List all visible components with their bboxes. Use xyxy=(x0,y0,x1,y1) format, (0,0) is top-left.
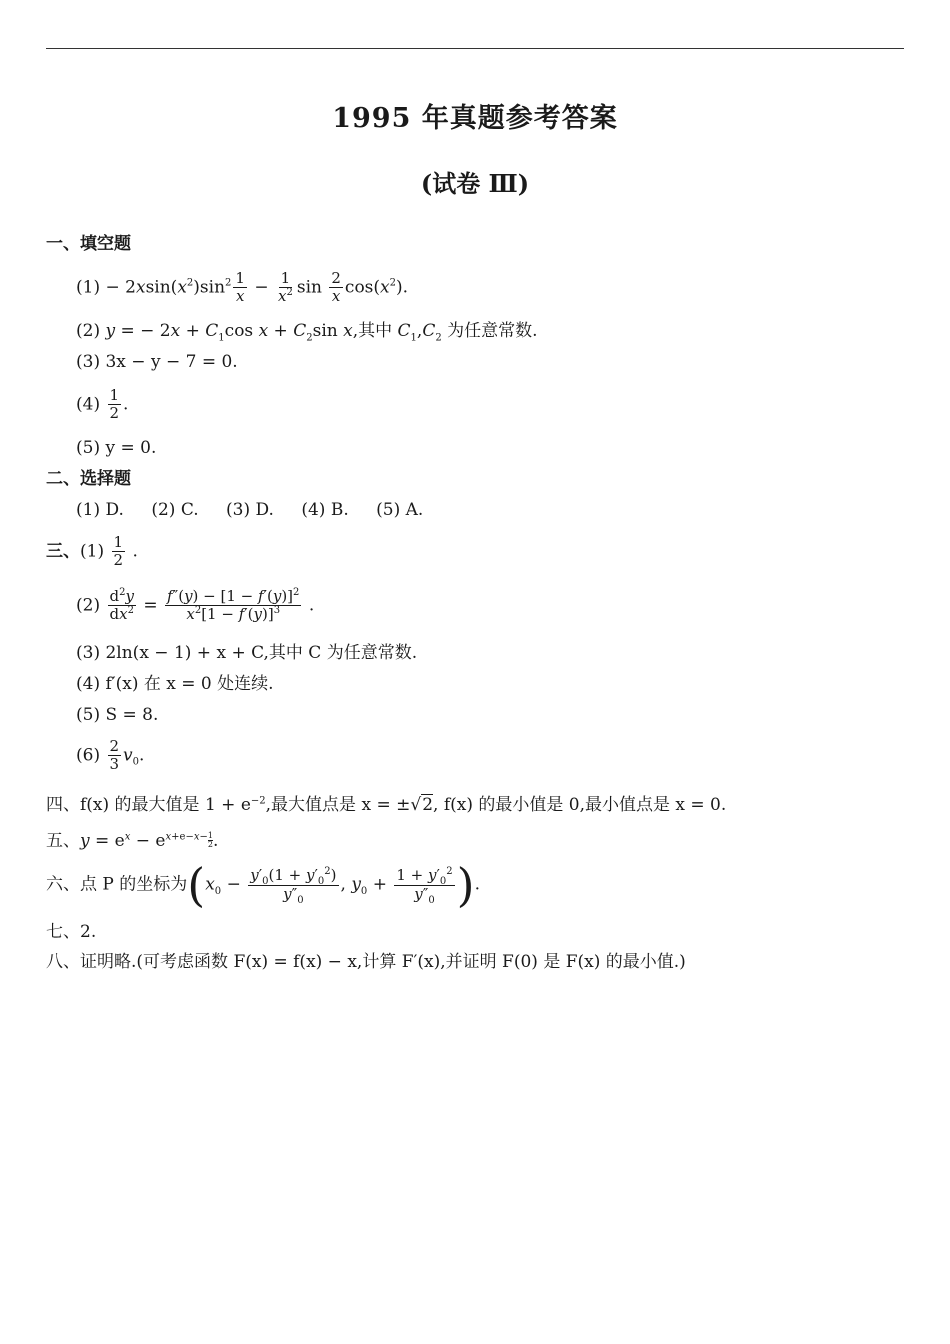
fill-answer-1: $(1) - 2xsin(x^2)\sin^2$ $\frac{1}{x}$ − $\frac{1}{x^2}$ sin $\frac{2}{x}$ $\cos(x^2)$. xyxy=(76,269,409,306)
answer-4: 四、f(x) 的最大值是 $1 + e^{-2}$,最大值点是 x = ±√2, f(x) 的最小值是 0,最小值点是 x = 0. xyxy=(46,795,727,815)
part3-answer-3: (3) 2ln(x − 1) + x + C,其中 C 为任意常数. xyxy=(76,643,418,663)
page-title: 1995 年真题参考答案 xyxy=(332,103,618,134)
fill-answer-4: (4) $\frac{1}{2}$ . xyxy=(76,386,129,423)
page-subtitle: (试卷 Ⅲ) xyxy=(420,169,530,198)
answer-7: 七、2. xyxy=(46,922,97,942)
section-choice: 二、选择题 xyxy=(46,469,131,489)
fill-answer-3: (3) 3x − y − 7 = 0. xyxy=(76,352,238,372)
part3-answer-5: (5) S = 8. xyxy=(76,705,159,725)
part3-answer-4: (4) f′(x) 在 x = 0 处连续. xyxy=(76,674,274,694)
part3-answer-6: (6) $\frac{2}{3}$ $v_0$. xyxy=(76,737,145,774)
answer-8: 八、证明略.(可考虑函数 F(x) = f(x) − x,计算 F′(x),并证明 F(0) 是 F(x) 的最小值.) xyxy=(46,952,686,972)
part3-answer-2: (2) $\frac{d^2y}{dx^2}$ = $\frac{f''(y) - [1 - f'(y)]^2}{x^2[1 - f'(y)]^3}$ . xyxy=(76,587,315,624)
fill-answer-5: (5) y = 0. xyxy=(76,438,157,458)
choice-answers: (1) D. (2) C. (3) D. (4) B. (5) A. xyxy=(76,500,424,520)
fill-answer-2: (2) y = − $2x + C_1\cos$ $x + C_2\sin$ x,其中 $C_1,C_2$ 为任意常数. xyxy=(76,321,538,344)
answer-6: 六、点 P 的坐标为($x_0$ − $\frac{y'_0(1 + y'_0^2)}{y''_0}$ , $y_0$ + $\frac{1 + y'_0^2}{y''_0}$ ). xyxy=(46,858,481,912)
answer-5: 五、$y = e^x - e^{x+e-x-}$ $\frac{1}{2}$ . xyxy=(46,831,219,851)
section-fill-in: 一、填空题 xyxy=(46,234,131,254)
part3-answer-1: 三、(1) $\frac{1}{2}$ . xyxy=(46,533,138,570)
top-rule xyxy=(46,48,904,49)
